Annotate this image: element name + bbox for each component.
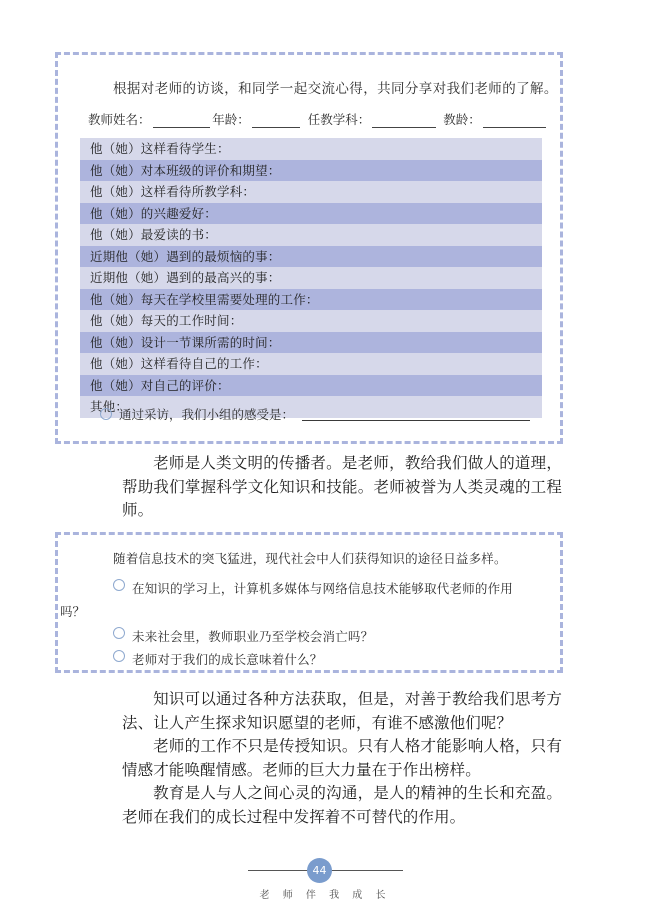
footer-chapter-title: 老 师 伴 我 成 长	[259, 890, 391, 901]
teaching-years-label: 教龄：	[443, 112, 481, 127]
discussion-question-2	[113, 627, 373, 645]
paragraph-3-text: 老师的工作不只是传授知识。只有人格才能影响人格，只有情感才能唤醒情感。老师的巨大力量在于作出榜样。	[122, 737, 562, 779]
teaching-subject-label: 任教学科：	[307, 112, 371, 127]
interview-question-row[interactable]: 近期他（她）遇到的最高兴的事：	[80, 267, 542, 289]
discussion-question-1-wrap: 吗？	[60, 604, 86, 619]
group-feeling-prompt	[100, 405, 550, 423]
interview-intro-text: 根据对老师的访谈，和同学一起交流心得，共同分享对我们老师的了解。	[113, 81, 558, 97]
paragraph-2-text: 知识可以通过各种方法获取，但是，对善于教给我们思考方法、让人产生探求知识愿望的老师，有谁不感激他们呢？	[122, 690, 562, 732]
teacher-name-input[interactable]	[153, 114, 211, 128]
body-paragraph-1	[122, 452, 562, 523]
interview-question-list	[80, 138, 542, 418]
group-feeling-input[interactable]	[302, 408, 530, 421]
discussion-question-2-text: 未来社会里，教师职业乃至学校会消亡吗？	[132, 629, 374, 644]
paragraph-4-text: 教育是人与人之间心灵的沟通，是人的精神的生长和充盈。老师在我们的成长过程中发挥着不可替代的作用。	[122, 784, 562, 826]
discussion-lead-text: 随着信息技术的突飞猛进，现代社会中人们获得知识的途径日益多样。	[113, 551, 507, 566]
teaching-years-input[interactable]	[483, 114, 546, 128]
interview-question-row[interactable]: 他（她）对自己的评价：	[80, 375, 542, 397]
teacher-age-label: 年龄：	[212, 112, 250, 127]
interview-question-row[interactable]: 他（她）每天的工作时间：	[80, 310, 542, 332]
page-number-badge: 44	[307, 858, 332, 883]
circle-bullet-icon	[113, 579, 125, 591]
page-footer	[0, 858, 650, 918]
discussion-question-3-text: 老师对于我们的成长意味着什么？	[132, 652, 323, 667]
interview-question-row[interactable]: 其他：	[80, 396, 542, 418]
interview-question-row[interactable]: 他（她）这样看待所教学科：	[80, 181, 542, 203]
discussion-question-1-text: 在知识的学习上，计算机多媒体与网络信息技术能够取代老师的作用	[132, 581, 514, 596]
interview-question-row[interactable]: 他（她）最爱读的书：	[80, 224, 542, 246]
circle-bullet-icon	[113, 627, 125, 639]
teacher-name-label: 教师姓名：	[88, 112, 151, 127]
teacher-age-input[interactable]	[252, 114, 300, 128]
circle-bullet-icon	[113, 650, 125, 662]
discussion-question-3	[113, 650, 323, 668]
interview-activity-box	[55, 52, 563, 444]
interview-question-row[interactable]: 他（她）每天在学校里需要处理的工作：	[80, 289, 542, 311]
body-paragraph-3	[122, 735, 562, 782]
paragraph-1-text: 老师是人类文明的传播者。是老师，教给我们做人的道理，帮助我们掌握科学文化知识和技能。老师被誉为人类灵魂的工程师。	[122, 454, 562, 519]
body-paragraph-2	[122, 688, 562, 735]
interview-question-row[interactable]: 他（她）对本班级的评价和期望：	[80, 160, 542, 182]
discussion-activity-box	[55, 532, 563, 673]
teaching-subject-input[interactable]	[372, 114, 435, 128]
interview-question-row[interactable]: 他（她）的兴趣爱好：	[80, 203, 542, 225]
body-paragraph-4	[122, 782, 562, 829]
interview-question-row[interactable]: 他（她）这样看待自己的工作：	[80, 353, 542, 375]
interview-question-row[interactable]: 近期他（她）遇到的最烦恼的事：	[80, 246, 542, 268]
circle-bullet-icon	[100, 408, 112, 420]
interview-question-row[interactable]: 他（她）设计一节课所需的时间：	[80, 332, 542, 354]
group-feeling-label: 通过采访，我们小组的感受是：	[119, 407, 295, 422]
teacher-info-field-row	[88, 110, 548, 128]
interview-question-row[interactable]: 他（她）这样看待学生：	[80, 138, 542, 160]
discussion-question-1	[113, 579, 513, 597]
